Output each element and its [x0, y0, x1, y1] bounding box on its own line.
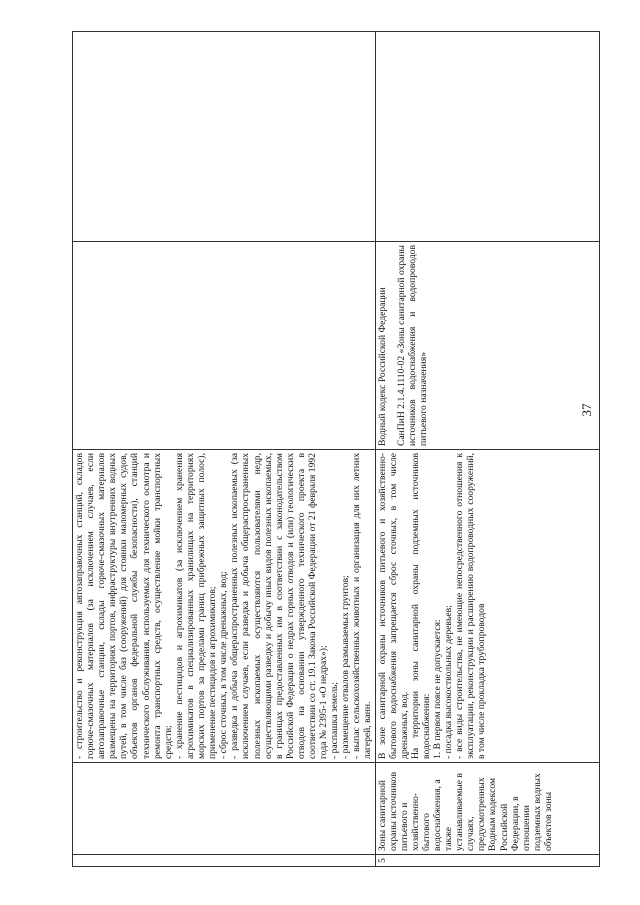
page-number: 37: [579, 403, 594, 417]
requirement-item: - разведка и добыча общераспространенных полезных ископаемых (за исключением случаев, если разведка и добыча общераспространенных полезных ископаемых осуществляются пользователями недр, осуществляющими разведку и добычу иных видов полезных ископаемых, в границах предоставленных им в соответствии с законодательством Российской Федерации о недрах горных отводов и (или) геологических отводов на основании утвержденного технического проекта в соответствии со ст. 19.1 Закона Российской Федерации от 21 февраля 1992 года № 2395-1 «О недрах»);: [229, 453, 330, 759]
requirement-item: В зоне санитарной охраны источников питьевого и хозяйственно-бытового водоснабжения запрещается сброс сточных, в том числе дренажных, вод.: [376, 453, 410, 759]
requirement-item: - все виды строительства, не имеющие непосредственного отношения к эксплуатации, реконструкции и расширению водопроводных сооружений, в том числе прокладка трубопроводов: [454, 453, 488, 759]
zone-name: Зоны санитарной охраны источников питьевого и хозяйственно-бытового водоснабжения, а также устанавливаемые в случаях, предусмотренных Водным кодексом Российской Федерации, в отношении подземных водных объектов зоны: [375, 763, 599, 855]
requirement-item: - распашка земель;: [329, 681, 341, 759]
requirement-item: - строительство и реконструкция автозаправочных станций, складов горюче-смазочных материалов (за исключением случаев, если автозаправочные станции, склады горюче-смазочных материалов размещены на территориях портов, инфраструктуры внутренних водных путей, в том числе баз (сооружений) для стоянки маломерных судов, объектов органов федеральной службы безопасности), станций технического обслуживания, используемых для технического осмотра и ремонта транспортных средств, осуществление мойки транспортных средств;: [74, 453, 174, 759]
cell-number: [73, 855, 376, 867]
cell-legal-basis: [73, 32, 376, 242]
rotated-table-page: [72, 32, 576, 867]
table-row: [375, 32, 599, 867]
requirement-item: - сброс сточных, в том числе дренажных, вод;: [218, 571, 230, 759]
cell-empty: [73, 242, 376, 450]
requirement-item: 1. В первом поясе не допускается:: [432, 619, 443, 759]
cell-requirements: [375, 450, 599, 763]
cell-zone-name: [73, 763, 376, 855]
requirement-item: - размещение отвалов размываемых грунтов;: [340, 575, 352, 759]
legal-basis-item: СанПиН 2.1.4.1110-02 «Зоны санитарной охраны источников водоснабжения и водопроводов питьевого назначения»: [395, 245, 429, 446]
zones-table: [72, 31, 600, 867]
cell-legal-basis: [375, 242, 599, 450]
cell-requirements: [73, 450, 376, 763]
table-row: [73, 32, 376, 867]
requirement-item: - выпас сельскохозяйственных животных и организация для них летних лагерей, ванн.: [351, 453, 374, 759]
requirement-item: - посадка высокоствольных деревьев;: [443, 605, 455, 759]
row-number: 5: [375, 855, 599, 867]
requirement-item: На территории зоны санитарной охраны подземных источников водоснабжения:: [409, 453, 432, 759]
cell-empty: [375, 32, 599, 242]
requirement-item: - хранение пестицидов и агрохимикатов (за исключением хранения агрохимикатов в специализированных хранилищах на территориях морских портов за пределами границ прибрежных защитных полос), применение пестицидов и агрохимикатов;: [173, 453, 219, 759]
legal-basis-item: Водный кодекс Российской Федерации: [376, 287, 388, 446]
